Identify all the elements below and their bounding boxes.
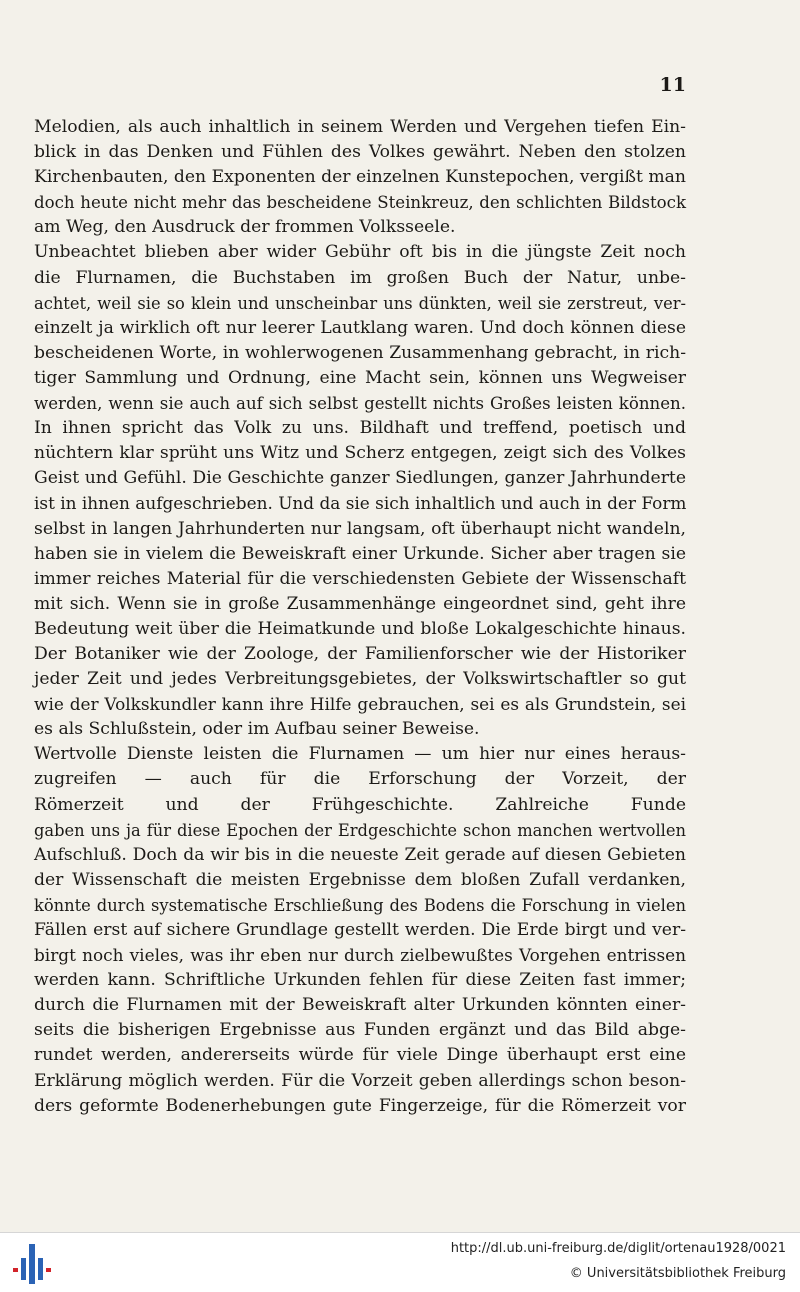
text-line: bescheidenen Worte, in wohlerwogenen Zusammenhang gebracht, in rich- xyxy=(34,342,686,363)
text-line: seits die bisherigen Ergebnisse aus Funden ergänzt und das Bild abge- xyxy=(34,1020,686,1041)
text-line: birgt noch vieles, was ihr eben nur durch zielbewußtes Vorgehen entrissen xyxy=(34,945,686,966)
document-url-link[interactable]: http://dl.ub.uni-freiburg.de/diglit/ortenau1928/0021 xyxy=(450,1241,786,1256)
university-library-logo-icon xyxy=(12,1242,52,1286)
text-line: Aufschluß. Doch da wir bis in die neueste Zeit gerade auf diesen Gebieten xyxy=(34,844,686,865)
body-text xyxy=(34,115,686,1119)
text-line: ders geformte Bodenerhebungen gute Fingerzeige, für die Römerzeit vor xyxy=(34,1095,686,1116)
text-line: tiger Sammlung und Ordnung, eine Macht sein, können uns Wegweiser xyxy=(34,367,686,388)
text-line: Römerzeit und der Frühgeschichte. Zahlreiche Funde xyxy=(34,794,686,815)
text-line: ist in ihnen aufgeschrieben. Und da sie sich inhaltlich und auch in der Form xyxy=(34,493,687,514)
text-line: Wertvolle Dienste leisten die Flurnamen — um hier nur eines heraus- xyxy=(34,744,686,765)
text-line: einzelt ja wirklich oft nur leerer Lautklang waren. Und doch können diese xyxy=(34,317,686,338)
text-line: es als Schlußstein, oder im Aufbau seiner Beweise. xyxy=(34,719,480,740)
text-line: werden kann. Schriftliche Urkunden fehlen für diese Zeiten fast immer; xyxy=(34,970,686,991)
text-line: zugreifen — auch für die Erforschung der Vorzeit, der xyxy=(34,769,686,790)
text-line: durch die Flurnamen mit der Beweiskraft alter Urkunden könnten einer- xyxy=(34,995,686,1016)
page-number: 11 xyxy=(659,74,686,96)
text-line: wie der Volkskundler kann ihre Hilfe gebrauchen, sei es als Grundstein, sei xyxy=(34,694,686,715)
text-line: nüchtern klar sprüht uns Witz und Scherz entgegen, zeigt sich des Volkes xyxy=(34,443,686,464)
text-line: selbst in langen Jahrhunderten nur langsam, oft überhaupt nicht wandeln, xyxy=(34,518,686,539)
text-line: In ihnen spricht das Volk zu uns. Bildhaft und treffend, poetisch und xyxy=(34,418,686,439)
text-line: jeder Zeit und jedes Verbreitungsgebietes, der Volkswirtschaftler so gut xyxy=(34,669,686,690)
text-line: könnte durch systematische Erschließung des Bodens die Forschung in vielen xyxy=(34,895,686,915)
text-line: Der Botaniker wie der Zoologe, der Familienforscher wie der Historiker xyxy=(34,643,686,664)
text-line: Fällen erst auf sichere Grundlage gestellt werden. Die Erde birgt und ver- xyxy=(34,920,686,940)
text-line: doch heute nicht mehr das bescheidene Steinkreuz, den schlichten Bildstock xyxy=(34,193,686,213)
text-line: Unbeachtet blieben aber wider Gebühr oft bis in die jüngste Zeit noch xyxy=(34,242,686,263)
viewer-footer xyxy=(0,1232,800,1292)
text-line: Bedeutung weit über die Heimatkunde und bloße Lokalgeschichte hinaus. xyxy=(34,618,686,639)
text-line: haben sie in vielem die Beweiskraft einer Urkunde. Sicher aber tragen sie xyxy=(34,543,686,564)
text-line: am Weg, den Ausdruck der frommen Volksseele. xyxy=(34,217,456,238)
text-line: rundet werden, andererseits würde für viele Dinge überhaupt erst eine xyxy=(34,1045,686,1066)
text-line: blick in das Denken und Fühlen des Volkes gewährt. Neben den stolzen xyxy=(34,142,686,163)
text-line: Geist und Gefühl. Die Geschichte ganzer Siedlungen, ganzer Jahrhunderte xyxy=(34,468,686,489)
text-line: mit sich. Wenn sie in große Zusammenhänge eingeordnet sind, geht ihre xyxy=(34,593,686,614)
text-line: die Flurnamen, die Buchstaben im großen Buch der Natur, unbe- xyxy=(34,267,686,288)
text-line: achtet, weil sie so klein und unscheinbar uns dünkten, weil sie zerstreut, ver- xyxy=(34,293,686,313)
copyright-notice: © Universitätsbibliothek Freiburg xyxy=(569,1266,786,1281)
text-line: Kirchenbauten, den Exponenten der einzelnen Kunstepochen, vergißt man xyxy=(34,167,686,188)
text-line: werden, wenn sie auch auf sich selbst gestellt nichts Großes leisten können. xyxy=(34,394,686,414)
text-line: immer reiches Material für die verschiedensten Gebiete der Wissenschaft xyxy=(34,568,686,589)
text-line: Melodien, als auch inhaltlich in seinem Werden und Vergehen tiefen Ein- xyxy=(34,117,686,137)
text-line: der Wissenschaft die meisten Ergebnisse dem bloßen Zufall verdanken, xyxy=(34,869,686,890)
text-line: Erklärung möglich werden. Für die Vorzeit geben allerdings schon beson- xyxy=(34,1070,686,1091)
text-line: gaben uns ja für diese Epochen der Erdgeschichte schon manchen wertvollen xyxy=(34,820,686,840)
